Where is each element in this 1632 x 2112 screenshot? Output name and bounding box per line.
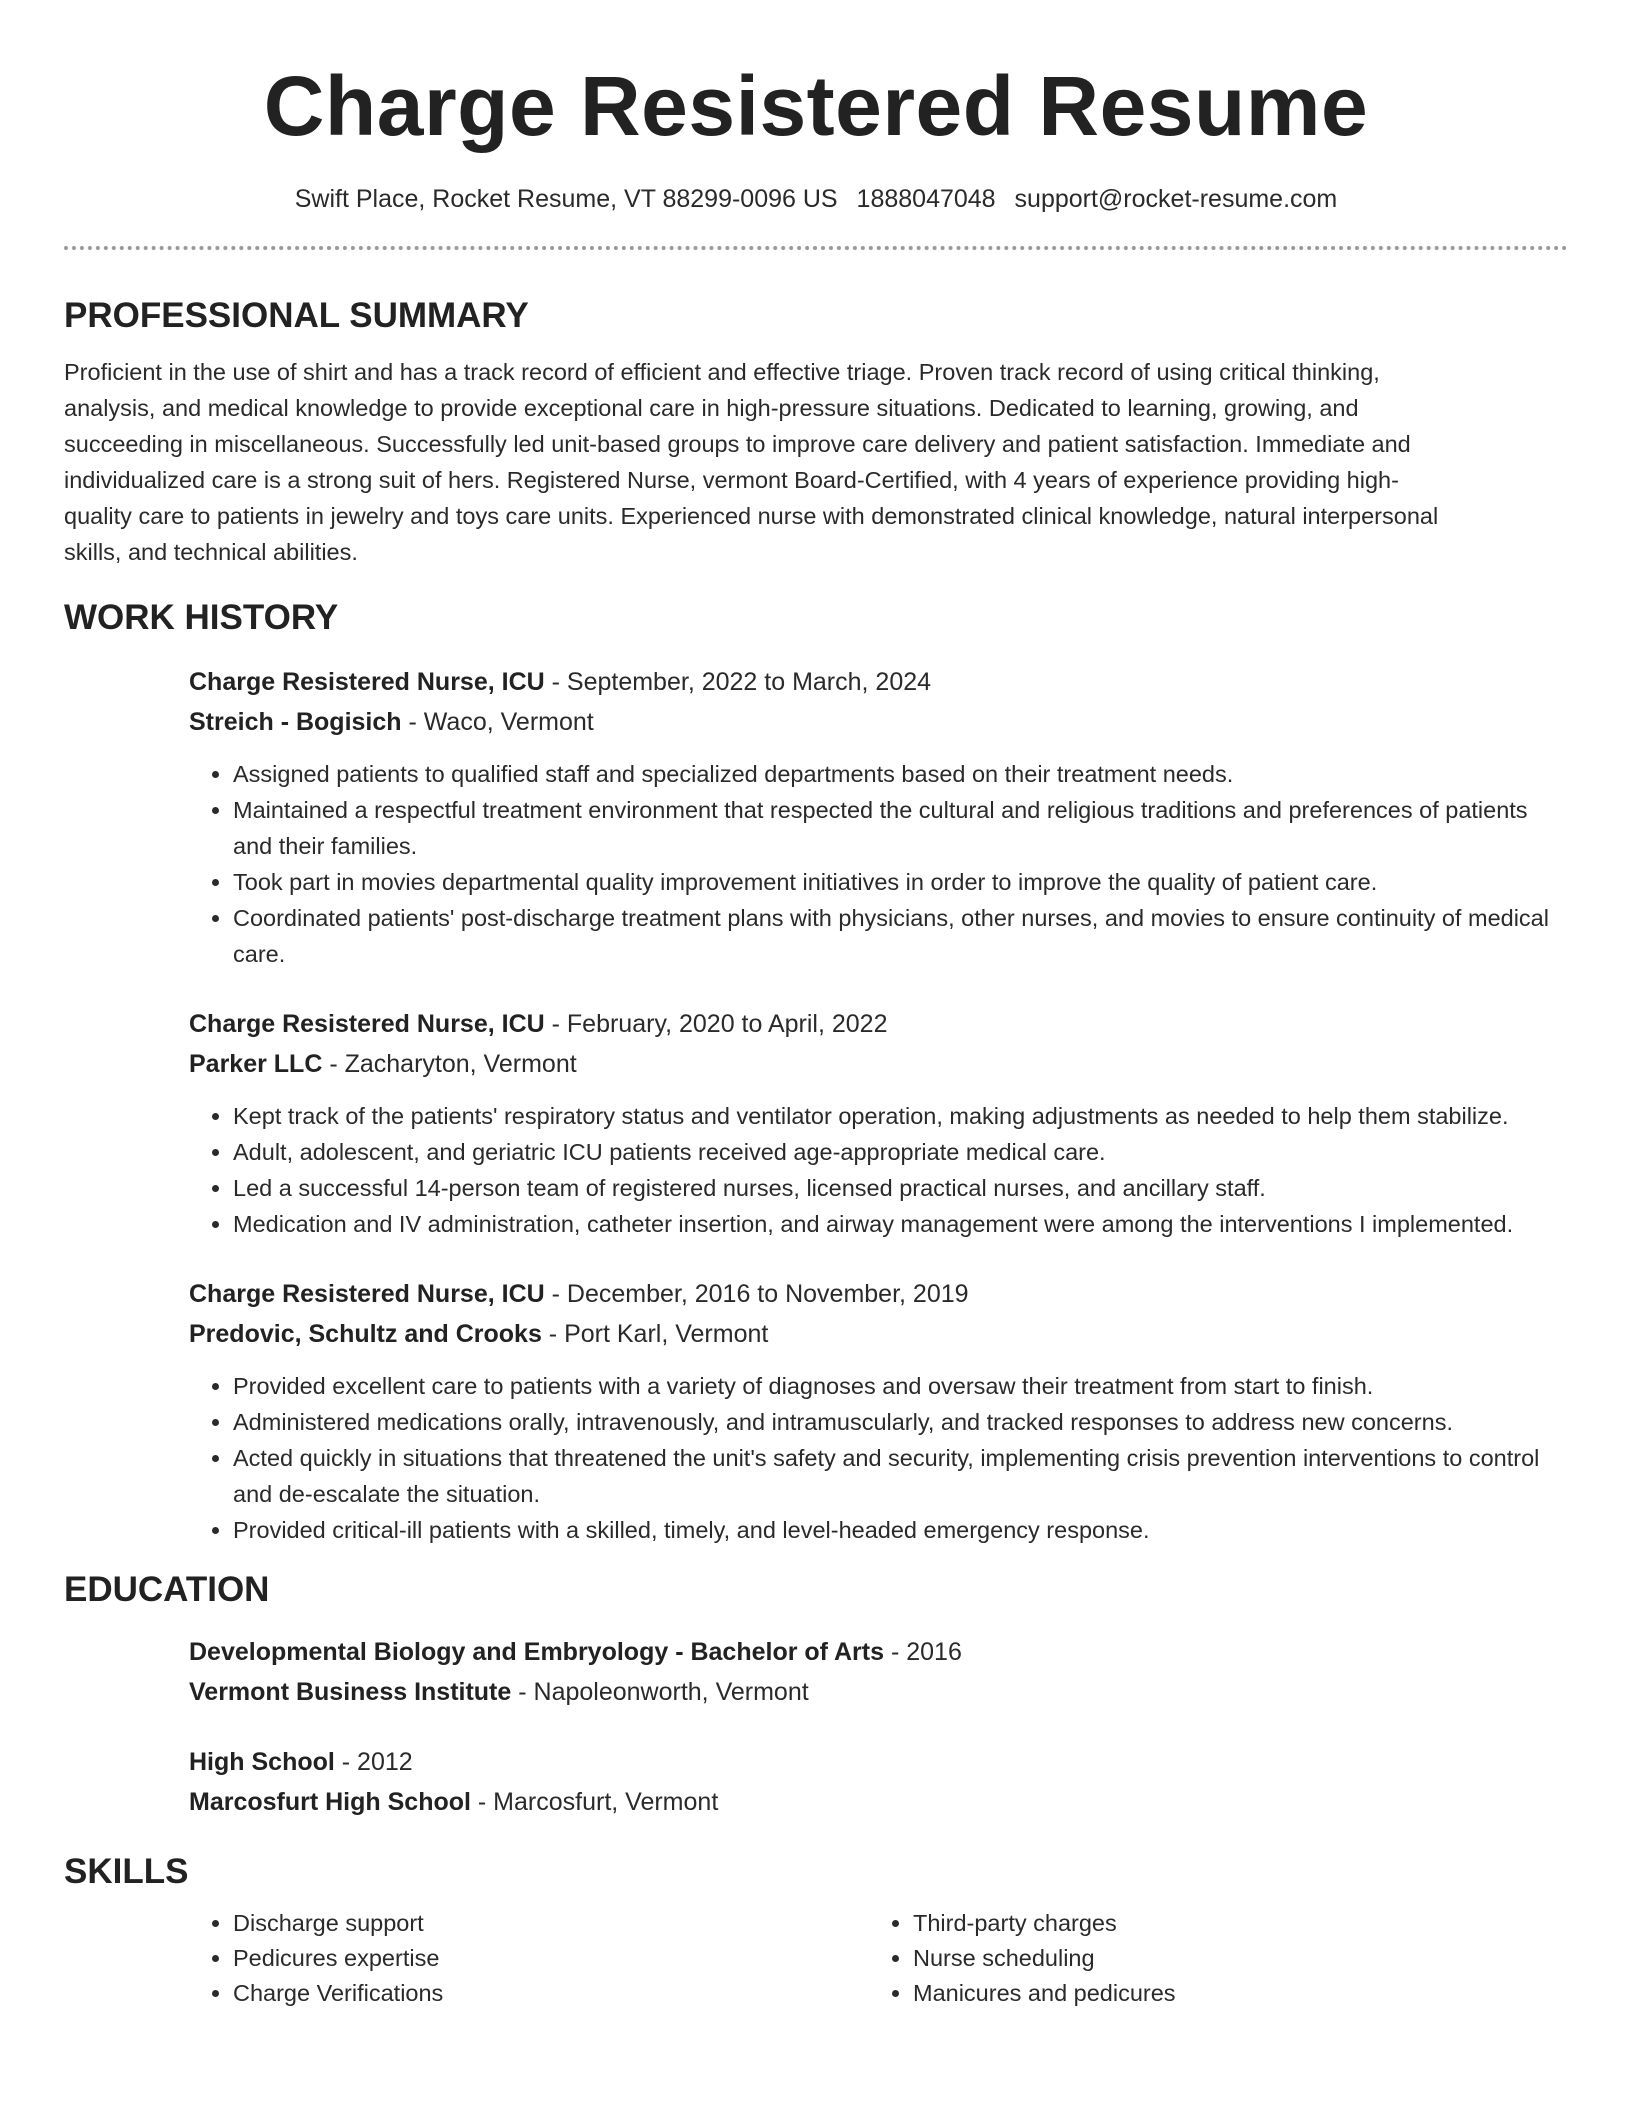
- job-bullet: • Medication and IV administration, catheter insertion, and airway management were among the interventions I implemented.: [233, 1206, 1569, 1242]
- job-title-line: [189, 1274, 1569, 1314]
- job-bullet: • Provided critical-ill patients with a skilled, timely, and level-headed emergency response.: [233, 1512, 1569, 1548]
- job-entry: [189, 662, 1569, 972]
- job-entry: [189, 1274, 1569, 1548]
- job-bullet: • Took part in movies departmental quality improvement initiatives in order to improve the quality of patient care.: [233, 864, 1569, 900]
- job-dates: - September, 2022 to March, 2024: [544, 668, 932, 696]
- work-heading: WORK HISTORY: [64, 598, 339, 637]
- header-divider: [64, 246, 1568, 250]
- contact-email: support@rocket-resume.com: [1014, 185, 1338, 213]
- contact-line: [64, 182, 1568, 216]
- job-bullets: [189, 756, 1569, 972]
- skill-item: • Nurse scheduling: [913, 1941, 1549, 1976]
- skill-item: • Charge Verifications: [233, 1976, 869, 2011]
- job-role: Charge Resistered Nurse, ICU: [189, 668, 545, 696]
- work-section: [64, 596, 1568, 1548]
- job-entry: [189, 1004, 1569, 1242]
- job-dates: - February, 2020 to April, 2022: [544, 1010, 888, 1038]
- job-title-line: [189, 662, 1569, 702]
- job-company-line: [189, 1314, 1569, 1354]
- job-bullet: • Provided excellent care to patients with a variety of diagnoses and oversaw their treatment from start to finish.: [233, 1368, 1569, 1404]
- education-school-line: [189, 1672, 1569, 1712]
- job-bullets: [189, 1098, 1569, 1242]
- education-degree-line: [189, 1632, 1569, 1672]
- education-entry: [189, 1632, 1569, 1712]
- job-bullet: • Led a successful 14-person team of registered nurses, licensed practical nurses, and ancillary staff.: [233, 1170, 1569, 1206]
- education-school: Marcosfurt High School: [189, 1788, 471, 1816]
- job-company: Predovic, Schultz and Crooks: [189, 1320, 542, 1348]
- job-dates: - December, 2016 to November, 2019: [544, 1280, 969, 1308]
- skills-list-left: [189, 1906, 869, 2011]
- summary-text: Proficient in the use of shirt and has a track record of efficient and effective triage. Proven track record of using critical thinking, analysis, and medical knowledge to provide exceptional care in high-pressure situations. Dedicated to learning, growing, and succeeding in miscellaneous. Successfully led unit-based groups to improve care delivery and patient satisfaction. Immediate and individualized care is a strong suit of hers. Registered Nurse, vermont Board-Certified, with 4 years of experience providing high-quality care to patients in jewelry and toys care units. Experienced nurse with demonstrated clinical knowledge, natural interpersonal skills, and technical abilities.: [64, 359, 1439, 565]
- skill-item: • Discharge support: [233, 1906, 869, 1941]
- education-degree: High School: [189, 1748, 335, 1776]
- job-bullet: • Acted quickly in situations that threatened the unit's safety and security, implementing crisis prevention interventions to control and de-escalate the situation.: [233, 1440, 1569, 1512]
- job-company: Parker LLC: [189, 1050, 323, 1078]
- education-year: - 2016: [884, 1638, 962, 1666]
- job-bullet: • Administered medications orally, intravenously, and intramuscularly, and tracked responses to address new concerns.: [233, 1404, 1569, 1440]
- education-heading: EDUCATION: [64, 1570, 270, 1609]
- skills-section: [64, 1850, 1568, 2011]
- job-company: Streich - Bogisich: [189, 708, 402, 736]
- skill-item: • Third-party charges: [913, 1906, 1549, 1941]
- job-location: - Waco, Vermont: [401, 708, 594, 736]
- job-location: - Port Karl, Vermont: [541, 1320, 769, 1348]
- skills-columns: [189, 1906, 1569, 2011]
- skills-heading: SKILLS: [64, 1852, 189, 1891]
- job-bullet: • Maintained a respectful treatment environment that respected the cultural and religious traditions and preferences of patients and their families.: [233, 792, 1569, 864]
- summary-heading: PROFESSIONAL SUMMARY: [64, 296, 529, 335]
- job-role: Charge Resistered Nurse, ICU: [189, 1010, 545, 1038]
- job-bullet: • Assigned patients to qualified staff and specialized departments based on their treatment needs.: [233, 756, 1569, 792]
- education-location: - Napoleonworth, Vermont: [511, 1678, 809, 1706]
- job-bullets: [189, 1368, 1569, 1548]
- skill-item: • Manicures and pedicures: [913, 1976, 1549, 2011]
- summary-section: [64, 294, 1568, 570]
- skill-item: • Pedicures expertise: [233, 1941, 869, 1976]
- education-degree-line: [189, 1742, 1569, 1782]
- job-bullet: • Adult, adolescent, and geriatric ICU patients received age-appropriate medical care.: [233, 1134, 1569, 1170]
- contact-phone: 1888047048: [856, 185, 996, 213]
- job-company-line: [189, 1044, 1569, 1084]
- job-bullet: • Coordinated patients' post-discharge treatment plans with physicians, other nurses, and movies to ensure continuity of medical care.: [233, 900, 1569, 972]
- job-title-line: [189, 1004, 1569, 1044]
- education-section: [64, 1568, 1568, 1822]
- resume-page: [64, 0, 1568, 2011]
- education-year: - 2012: [334, 1748, 413, 1776]
- job-company-line: [189, 702, 1569, 742]
- education-entry: [189, 1742, 1569, 1822]
- education-degree: Developmental Biology and Embryology - Bachelor of Arts: [189, 1638, 885, 1666]
- skills-list-right: [869, 1906, 1549, 2011]
- job-role: Charge Resistered Nurse, ICU: [189, 1280, 545, 1308]
- job-bullet: • Kept track of the patients' respiratory status and ventilator operation, making adjustments as needed to help them stabilize.: [233, 1098, 1569, 1134]
- education-school: Vermont Business Institute: [189, 1678, 512, 1706]
- job-location: - Zacharyton, Vermont: [322, 1050, 577, 1078]
- education-location: - Marcosfurt, Vermont: [470, 1788, 719, 1816]
- education-school-line: [189, 1782, 1569, 1822]
- contact-address: Swift Place, Rocket Resume, VT 88299-0096 US: [294, 185, 838, 213]
- resume-title: Charge Resistered Resume: [263, 59, 1369, 153]
